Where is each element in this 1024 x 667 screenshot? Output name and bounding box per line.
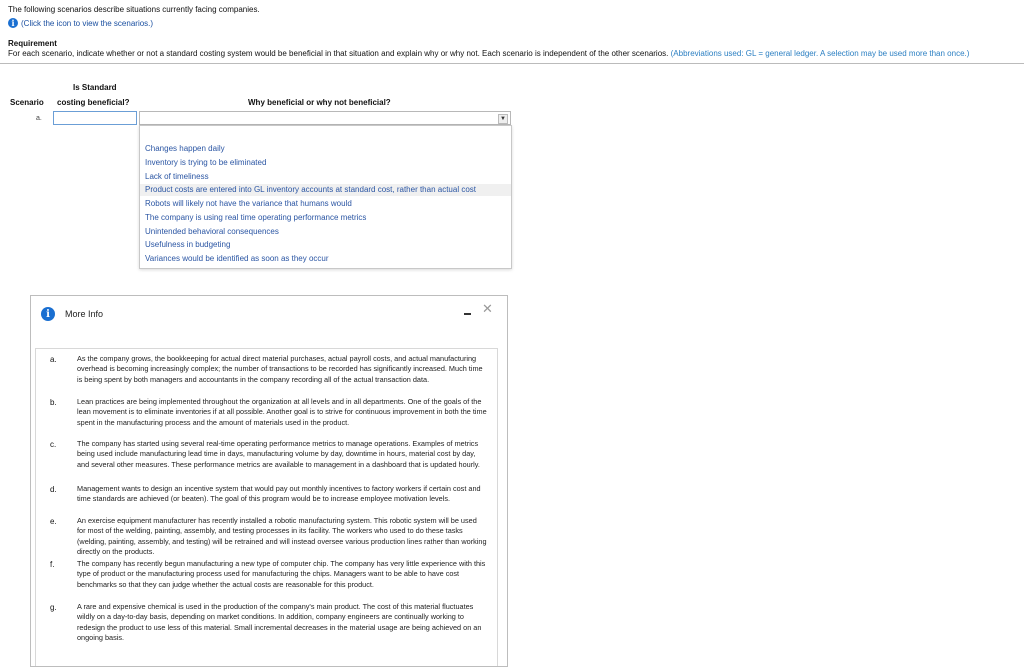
dropdown-option[interactable]: Inventory is trying to be eliminated xyxy=(145,158,267,167)
dropdown-option[interactable]: Variances would be identified as soon as they occur xyxy=(145,254,329,263)
col-header-scenario: Scenario xyxy=(10,98,44,107)
hint-text[interactable]: (Click the icon to view the scenarios.) xyxy=(21,18,154,28)
scenario-letter: f. xyxy=(50,560,55,569)
info-icon: i xyxy=(41,307,55,321)
scenario-text: An exercise equipment manufacturer has recently installed a robotic manufacturing system. This robotic system will be used for most of the welding, painting, assembly, and testing processes in its facility. The workers who used to do these tasks (welding, painting, assembly, and testing) will be retrained and will instead oversee various production lines rather than working directly on the products. xyxy=(77,516,487,556)
scenario-label: a. xyxy=(36,115,42,122)
requirement-title: Requirement xyxy=(8,39,57,48)
col-header-standard-line1: Is Standard xyxy=(73,83,117,92)
why-dropdown-list xyxy=(139,125,512,269)
scenario-letter: c. xyxy=(50,440,57,449)
dialog-title: More Info xyxy=(65,309,104,319)
scenario-letter: d. xyxy=(50,485,57,494)
requirement-text xyxy=(8,49,969,58)
scenario-text: As the company grows, the bookkeeping for actual direct material purchases, actual payroll costs, and actual manufacturing overhead is becoming increasingly complex; the number of transactions to be recorded has significantly increased. Much time is being spent by both managers and accountants in the company recording all of the actual transaction data. xyxy=(77,354,483,384)
dropdown-option[interactable]: Usefulness in budgeting xyxy=(145,240,231,249)
abbreviations-note: (Abbreviations used: GL = general ledger. A selection may be used more than once.) xyxy=(670,49,970,58)
requirement-body: For each scenario, indicate whether or not a standard costing system would be beneficial in that situation and explain why or why not. Each scenario is independent of the other scenarios. xyxy=(8,49,669,58)
minimize-icon[interactable] xyxy=(464,313,471,315)
more-info-dialog xyxy=(30,295,508,667)
scenario-letter: b. xyxy=(50,398,57,407)
divider xyxy=(0,63,1024,64)
scenario-text: The company has started using several real-time operating performance metrics to manage operations. Examples of metrics being used include manufacturing lead time in days, manufacturing volume by day, downtime in hours, material cost by day, and several other measures. These performance metrics are available to management in a dashboard that is updated hourly. xyxy=(77,439,480,469)
scenario-text: Lean practices are being implemented throughout the organization at all levels and in all departments. One of the goals of the lean movement is to eliminate inventories if at all possible. Another goal is to strive for continuous improvement in both the time spent in the manufacturing process and the amount of materials used in the product. xyxy=(77,397,487,427)
info-icon[interactable]: i xyxy=(8,18,18,28)
dropdown-option[interactable]: Lack of timeliness xyxy=(145,172,209,181)
dropdown-option[interactable]: Changes happen daily xyxy=(145,144,225,153)
close-icon[interactable]: ✕ xyxy=(482,301,493,316)
col-header-standard-line2: costing beneficial? xyxy=(57,98,130,107)
standard-costing-input[interactable] xyxy=(53,111,137,125)
scenarios-hint[interactable] xyxy=(8,18,153,28)
dropdown-option[interactable]: Unintended behavioral consequences xyxy=(145,227,279,236)
scenario-text: Management wants to design an incentive system that would pay out monthly incentives to factory workers if certain cost and time standards are achieved (or beaten). The goal of this program would be to increase employee motivation levels. xyxy=(77,484,481,504)
scenario-text: A rare and expensive chemical is used in the production of the company's main product. The cost of this material fluctuates wildly on a day-to-day basis, depending on market conditions. In addition, company engineers are continually working to redesign the product to use less of this material. Small incremental decreases in the material usage are being achieved on an ongoing basis. xyxy=(77,602,482,642)
scenario-letter: e. xyxy=(50,517,57,526)
scenario-letter: g. xyxy=(50,603,57,612)
chevron-down-icon[interactable]: ▼ xyxy=(498,114,508,124)
col-header-why: Why beneficial or why not beneficial? xyxy=(248,98,391,107)
dropdown-option[interactable]: Robots will likely not have the variance that humans would xyxy=(145,199,352,208)
why-beneficial-select[interactable] xyxy=(139,111,511,125)
scenarios-list xyxy=(35,348,498,667)
intro-text: The following scenarios describe situations currently facing companies. xyxy=(8,5,260,14)
dropdown-option[interactable]: The company is using real time operating performance metrics xyxy=(145,213,367,222)
dropdown-option-highlighted[interactable]: Product costs are entered into GL inventory accounts at standard cost, rather than actual cost xyxy=(140,184,511,196)
scenario-letter: a. xyxy=(50,355,57,364)
scenario-text: The company has recently begun manufacturing a new type of computer chip. The company has very little experience with this type of product or the manufacturing process used for manufacturing the chips. Managers want to be able to have cost benchmarks so that they can judge whether the actual costs are reasonable for this product. xyxy=(77,559,486,589)
